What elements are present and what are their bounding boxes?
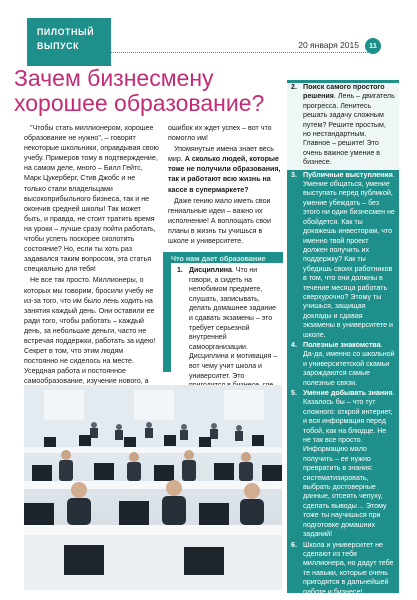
list-item: [291, 171, 395, 340]
list-body: . Что ни говори, а сидеть на нелюбимом предмете, слушать, записывать, делать домашнее задание и сдавать экзамены – это требует серьезной внутренней самоорганизации. Дисциплина и мотивация – вот чему учит школа и университет. Это: [189, 267, 278, 380]
list-body: Школа и университет не сделают из тебя миллионера, но дадут тебе те навыки, которые очень пригодятся в дальнейшей работе и бизнесе!: [303, 540, 394, 596]
list-number: 5.: [291, 389, 297, 397]
list-item: [291, 541, 395, 597]
issue-tag: [27, 18, 111, 66]
list-text: [303, 541, 395, 597]
page-number: 11: [365, 38, 381, 54]
list-text: [303, 341, 395, 388]
list-item: [287, 83, 399, 170]
paragraph: ошибок их ждет успех – вот что помогло им!: [168, 124, 272, 143]
paragraph: [168, 144, 281, 194]
paragraph: "Чтобы стать миллионером, хорошее образование не нужно", – говорят некоторые школьники, оправдывая свою учебу. Примеров тому в подтверждение, на самом деле, много – Билл Гейтс, Марк Цукерберг, Стив Джобс и не только стали владельцами высокоприбыльного бизнеса, так и не окончив средней школы! Так может быть, и правда, не стоит тратить время на уроки – лучше сразу пойти работать, чтобы успеть поскорее сколотить состояние? Но, если ты хоть раз задавался таким вопросом, эта статья специально для тебя!: [24, 124, 159, 274]
list-bold: Дисциплина: [189, 267, 232, 274]
article-column-1: [24, 123, 159, 408]
article-column-2: [168, 123, 281, 247]
paragraph-bold: А сколько людей, которые тоже не получили образования, так и работают всю жизнь на кассе в супермаркете?: [168, 155, 281, 194]
list-bold: Публичные выступления: [303, 170, 393, 179]
header-divider: [111, 52, 372, 53]
classroom-photo: [24, 385, 282, 590]
education-benefits-box: [163, 252, 283, 380]
issue-tag-line1: ПИЛОТНЫЙ: [37, 27, 95, 37]
paragraph: Не все так просто. Миллионеры, о которых мы говорим, бросили учебу не из-за того, что им было лень ходить на занятия каждый день. Они оставили ее ради того, чтобы работать – каждый день, за небольшие деньги, часто не встречая поддержки, работать за идею! Секрет в том, что этим людям постоянно не сиделось на месте. Усердная работа и постоянное самообразование, изучение нового, а: [24, 276, 156, 386]
list-bold: Умение добывать знания: [303, 389, 393, 397]
article-title: [14, 66, 284, 116]
list-number: 2.: [291, 83, 297, 91]
list-bold: Поиск самого простого решения: [303, 83, 385, 101]
list-number: 1.: [177, 267, 183, 274]
list-text: [303, 83, 395, 168]
paragraph: Даже гению мало иметь свои гениальные идеи – важно их исполнение! А воплощать свои планы в жизнь ты учишься в школе и университете.: [168, 196, 271, 246]
list-item: [291, 341, 395, 388]
list-text: [303, 389, 395, 540]
title-line1: Зачем бизнесмену: [14, 65, 214, 91]
box-heading: Что нам дает образование: [171, 254, 266, 263]
list-number: 4.: [291, 340, 297, 349]
sidebar-list: [287, 80, 399, 596]
list-body: . Казалось бы – что тут сложного: открой интернет, и вся информация перед тобой, как на блюдце. Не не так все просто. Информацию мало получить – ее нужно превратить в знания: систематизировать, выбрать достоверные данные, отсеять чепуху, сделать выводы… Этому тоже ты научишься при подготовке домашних заданий!: [303, 389, 395, 539]
list-item: [291, 389, 395, 540]
list-body: . Лень – двигатель прогресса. Ленитесь решать задачу сложным путем? Решите простым, но нестандартным. Главное – решите! Это очень важное умение в бизнесе.: [303, 92, 395, 167]
list-number: 3.: [291, 170, 297, 179]
list-body: . Да-да, именно со школьной и университетской скамьи зарождаются самые полезные связи.: [303, 340, 395, 387]
issue-date: 20 января 2015: [298, 40, 359, 50]
paragraph-text: Упомянутые имена знает весь мир.: [168, 145, 274, 164]
list-bold: Полезные знакомства: [303, 340, 381, 349]
issue-tag-line2: ВЫПУСК: [37, 41, 80, 51]
list-number: 6.: [291, 540, 297, 549]
list-body: . Умение общаться, умение выступать перед публикой, умение убеждать – без этого ни один бизнесмен не обойдется. Как ты докажешь инвесторам, что именно твой проект должен получить их поддержку? Как ты убедишь своих работников в том, что они должны в течение месяца работать сверхурочно? Этому ты учишься, защищая доклады и сдавая экзамены в университете и школе.: [303, 170, 395, 339]
title-line2: хорошее образование?: [14, 90, 265, 116]
list-text: [303, 171, 395, 340]
